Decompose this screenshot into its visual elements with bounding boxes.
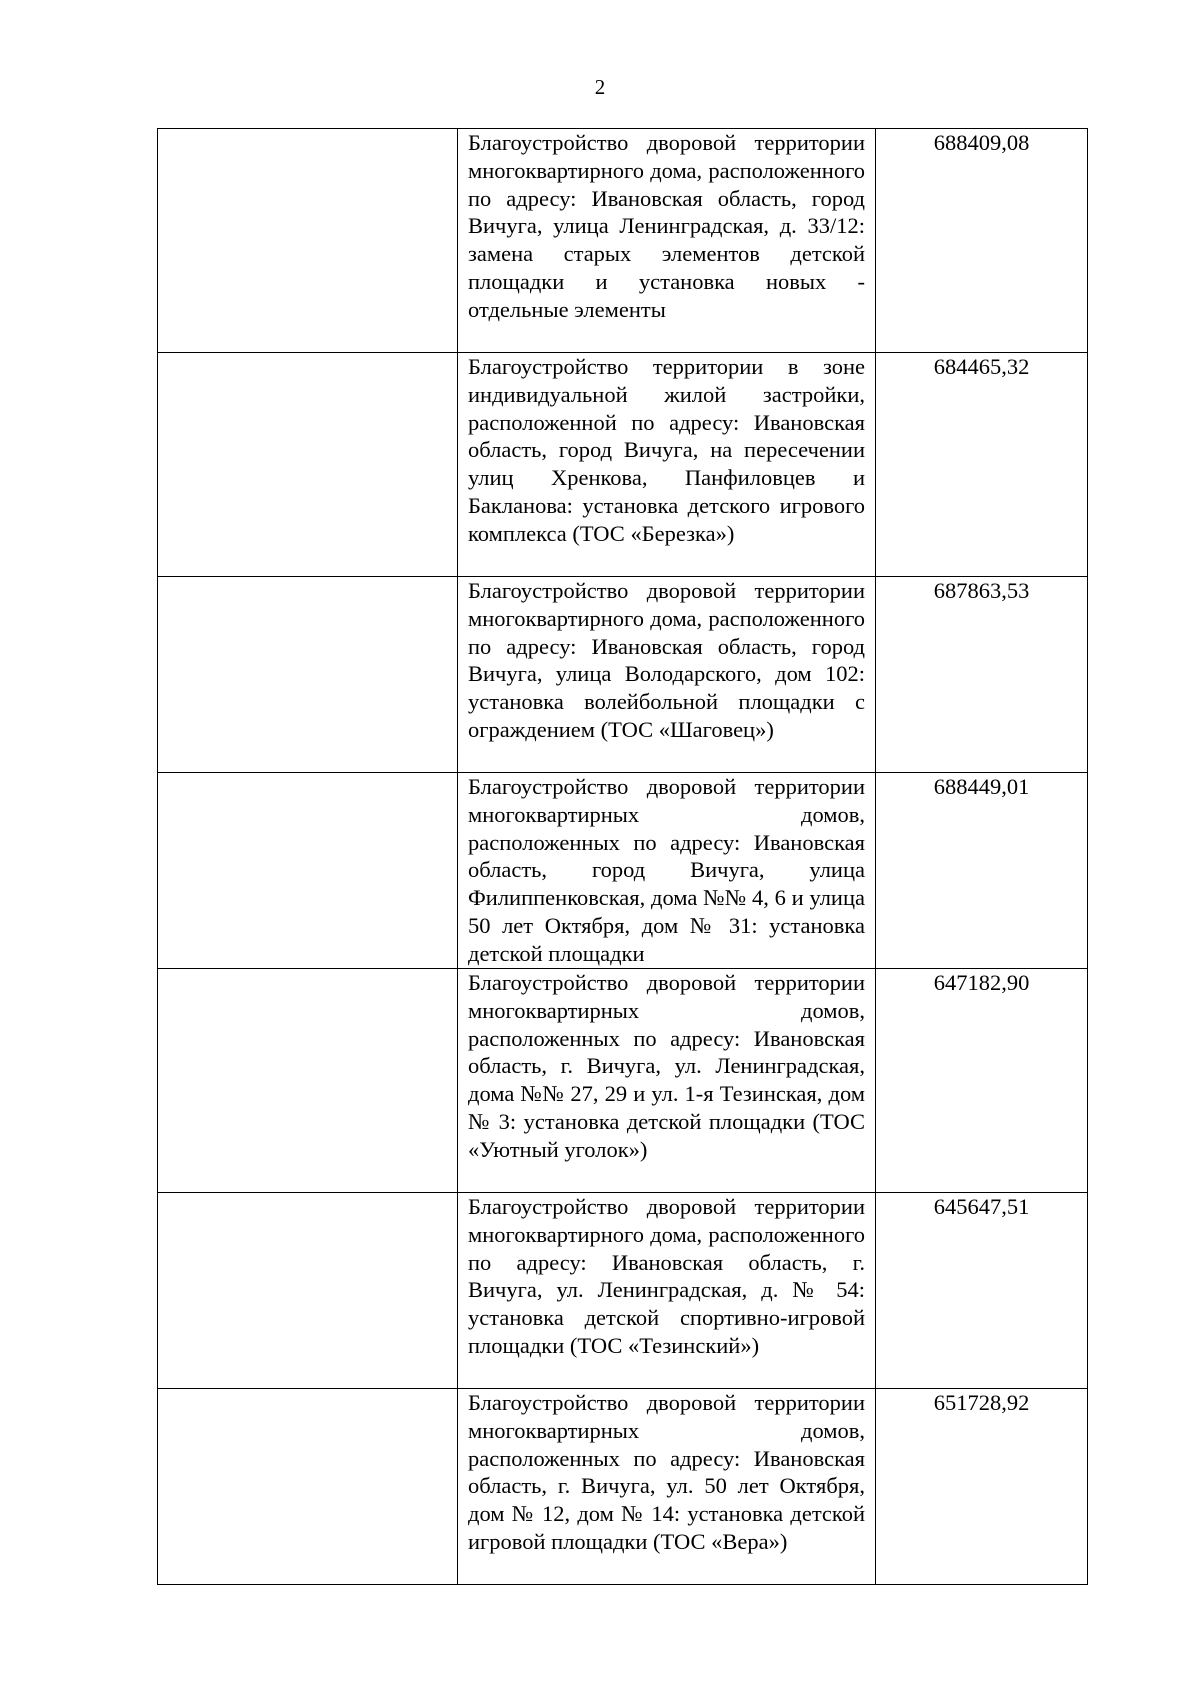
empty-cell (158, 129, 458, 353)
amount-cell: 687863,53 (876, 577, 1088, 773)
amount-cell: 684465,32 (876, 353, 1088, 577)
amount-cell: 688409,08 (876, 129, 1088, 353)
amount-cell: 647182,90 (876, 969, 1088, 1193)
amount-cell: 688449,01 (876, 773, 1088, 969)
empty-cell (158, 577, 458, 773)
table-row (158, 129, 1088, 353)
description-cell: Благоустройство территории в зоне индивидуальной жилой застройки, расположенной по адресу: Ивановская область, город Вичуга, на пересечении улиц Хренкова, Панфиловцев и Бакланова: установка детского игрового комплекса (ТОС «Березка») (458, 353, 876, 577)
projects-table (157, 128, 1088, 1585)
table-row (158, 1389, 1088, 1585)
description-cell: Благоустройство дворовой территории многоквартирных домов, расположенных по адресу: Ивановская область, город Вичуга, улица Филиппенковская, дома №№ 4, 6 и улица 50 лет Октября, дом № 31: установка детской площадки (458, 773, 876, 969)
description-cell: Благоустройство дворовой территории многоквартирного дома, расположенного по адресу: Ивановская область, город Вичуга, улица Ленинградская, д. 33/12: замена старых элементов детской площадки и установка новых - отдельные элементы (458, 129, 876, 353)
description-cell: Благоустройство дворовой территории многоквартирных домов, расположенных по адресу: Ивановская область, г. Вичуга, ул. 50 лет Октября, дом № 12, дом № 14: установка детской игровой площадки (ТОС «Вера») (458, 1389, 876, 1585)
page-number: 2 (594, 75, 606, 99)
table-row (158, 773, 1088, 969)
description-cell: Благоустройство дворовой территории многоквартирных домов, расположенных по адресу: Ивановская область, г. Вичуга, ул. Ленинградская, дома №№ 27, 29 и ул. 1-я Тезинская, дом № 3: установка детской площадки (ТОС «Уютный уголок») (458, 969, 876, 1193)
amount-cell: 645647,51 (876, 1193, 1088, 1389)
empty-cell (158, 773, 458, 969)
empty-cell (158, 969, 458, 1193)
description-cell: Благоустройство дворовой территории многоквартирного дома, расположенного по адресу: Ивановская область, г. Вичуга, ул. Ленинградская, д. № 54: установка детской спортивно-игровой площадки (ТОС «Тезинский») (458, 1193, 876, 1389)
description-cell: Благоустройство дворовой территории многоквартирного дома, расположенного по адресу: Ивановская область, город Вичуга, улица Володарского, дом 102: установка волейбольной площадки с ограждением (ТОС «Шаговец») (458, 577, 876, 773)
empty-cell (158, 353, 458, 577)
empty-cell (158, 1193, 458, 1389)
table-row (158, 969, 1088, 1193)
amount-cell: 651728,92 (876, 1389, 1088, 1585)
table-row (158, 1193, 1088, 1389)
empty-cell (158, 1389, 458, 1585)
table-row (158, 353, 1088, 577)
table-row (158, 577, 1088, 773)
